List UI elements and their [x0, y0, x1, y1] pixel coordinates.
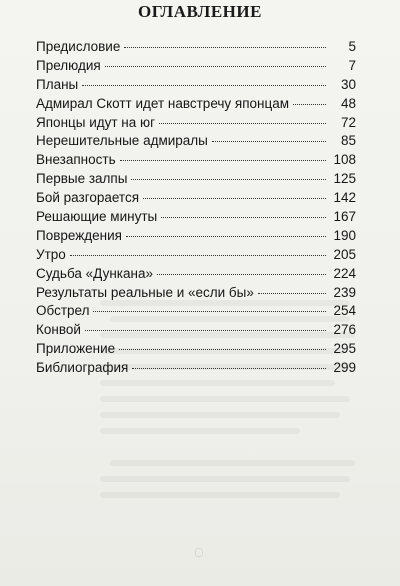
dot-leader: [126, 236, 326, 237]
toc-entry: [36, 114, 356, 133]
dot-leader: [159, 123, 326, 124]
toc-entry: [36, 321, 356, 340]
toc-entry: [36, 132, 356, 151]
toc-entry-page: 85: [340, 133, 356, 149]
toc-entry-title: Нерешительные адмиралы: [36, 133, 208, 149]
dot-leader: [119, 349, 326, 350]
toc-entry-page: 299: [333, 360, 356, 376]
toc-entry-title: Планы: [36, 76, 79, 92]
toc-entry: [36, 340, 356, 359]
toc-entry-title: Внезапность: [36, 152, 116, 168]
page-number-mark: [185, 546, 215, 556]
toc-entry: [36, 208, 356, 227]
toc-entry-page: 30: [340, 76, 356, 92]
toc-entry-page: 48: [340, 95, 356, 111]
dot-leader: [70, 255, 326, 256]
dot-leader: [93, 311, 326, 312]
toc-entry-page: 239: [333, 284, 356, 300]
table-of-contents: [36, 38, 356, 378]
dot-leader: [258, 293, 326, 294]
toc-entry-page: 108: [333, 152, 356, 168]
toc-entry: [36, 227, 356, 246]
toc-entry-title: Библиография: [36, 360, 129, 376]
toc-entry: [36, 57, 356, 76]
dot-leader: [85, 330, 326, 331]
toc-entry: [36, 76, 356, 95]
toc-entry: [36, 302, 356, 321]
toc-entry-page: 224: [333, 265, 356, 281]
dot-leader: [82, 85, 326, 86]
toc-entry-page: 167: [333, 209, 356, 225]
toc-entry: [36, 359, 356, 378]
toc-entry-title: Японцы идут на юг: [36, 114, 156, 130]
toc-entry-title: Обстрел: [36, 303, 90, 319]
toc-entry-page: 142: [333, 190, 356, 206]
toc-entry-page: 125: [333, 171, 356, 187]
toc-entry: [36, 189, 356, 208]
dot-leader: [212, 141, 326, 142]
toc-entry-title: Бой разгорается: [36, 190, 140, 206]
toc-entry-page: 190: [333, 227, 356, 243]
dot-leader: [293, 104, 326, 105]
dot-leader: [120, 160, 326, 161]
dot-leader: [161, 217, 326, 218]
toc-entry: [36, 151, 356, 170]
toc-entry-page: 205: [333, 246, 356, 262]
toc-entry-title: Повреждения: [36, 227, 122, 243]
toc-entry-title: Судьба «Дункана»: [36, 265, 153, 281]
toc-entry-title: Результаты реальные и «если бы»: [36, 284, 254, 300]
toc-entry-page: 254: [333, 303, 356, 319]
dot-leader: [131, 179, 326, 180]
toc-entry-title: Решающие минуты: [36, 209, 158, 225]
toc-entry: [36, 95, 356, 114]
toc-entry-title: Адмирал Скотт идет навстречу японцам: [36, 95, 290, 111]
toc-entry-page: 72: [340, 114, 356, 130]
toc-entry-title: Приложение: [36, 341, 116, 357]
toc-entry-title: Первые залпы: [36, 171, 128, 187]
toc-entry-page: 295: [333, 341, 356, 357]
toc-entry-page: 276: [333, 322, 356, 338]
toc-entry: [36, 246, 356, 265]
toc-entry-title: Предисловие: [36, 39, 121, 54]
toc-entry: [36, 284, 356, 303]
toc-entry: [36, 38, 356, 57]
toc-entry: [36, 265, 356, 284]
toc-entry-title: Утро: [36, 246, 66, 262]
dot-leader: [157, 274, 326, 275]
toc-entry-page: 5: [348, 39, 356, 54]
toc-entry: [36, 170, 356, 189]
toc-entry-page: 7: [348, 57, 356, 73]
dot-leader: [143, 198, 326, 199]
toc-entry-title: Конвой: [36, 322, 81, 338]
dot-leader: [124, 47, 326, 48]
page-title: ОГЛАВЛЕНИЕ: [138, 2, 262, 21]
toc-entry-title: Прелюдия: [36, 57, 101, 73]
dot-leader: [132, 368, 326, 369]
dot-leader: [105, 66, 326, 67]
